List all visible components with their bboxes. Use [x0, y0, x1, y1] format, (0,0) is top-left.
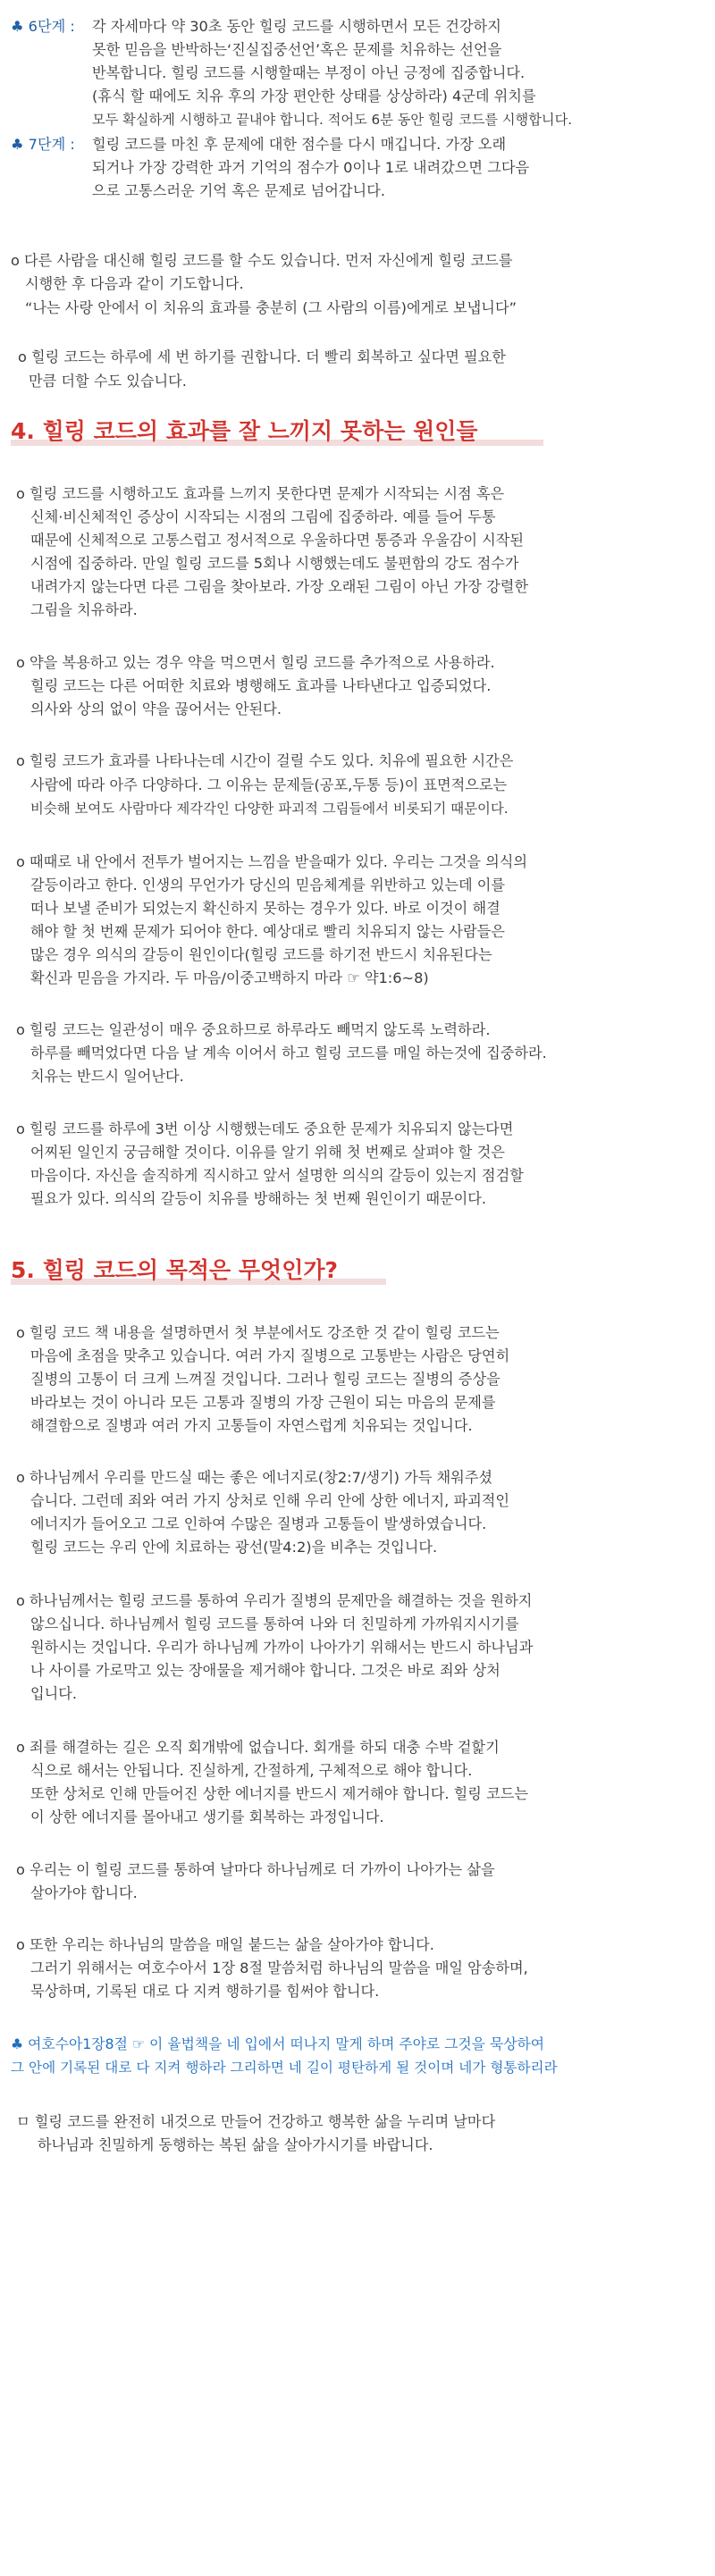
- club-icon: ♣: [11, 18, 29, 35]
- paragraph-line: 식으로 해서는 안됩니다. 진실하게, 간절하게, 구체적으로 해야 합니다.: [30, 1762, 473, 1779]
- paragraph-line: 치유는 반드시 일어난다.: [30, 1068, 184, 1085]
- step-6-line: 반복합니다. 힐링 코드를 시행할때는 부정이 아닌 긍정에 집중합니다.: [92, 64, 526, 81]
- paragraph-line: 그림을 치유하라.: [30, 601, 138, 618]
- paragraph-line: 하루를 빼먹었다면 다음 날 계속 이어서 하고 힐링 코드를 매일 하는것에 집중하라.: [30, 1045, 547, 1061]
- paragraph-line: 입니다.: [30, 1685, 78, 1702]
- step-6-line: 각 자세마다 약 30초 동안 힐링 코드를 시행하면서 모든 건강하지: [92, 18, 501, 35]
- verse-line: 그 안에 기록된 대로 다 지켜 행하라 그리하면 네 길이 평탄하게 될 것이며 네가 형통하리라: [11, 2060, 558, 2076]
- verse-line: ♣ 여호수아1장8절 ☞ 이 율법책을 네 입에서 떠나지 말게 하며 주야로 그것을 묵상하여: [11, 2035, 544, 2052]
- intro-quote: “나는 사랑 안에서 이 치유의 효과를 충분히 (그 사람의 이름)에게로 보냅니다”: [25, 299, 517, 316]
- intro-line: 시행한 후 다음과 같이 기도합니다.: [25, 275, 244, 292]
- paragraph-line: 그러기 위해서는 여호수아서 1장 8절 말씀처럼 하나님의 말씀을 매일 암송하며,: [30, 1959, 528, 1976]
- paragraph-line: o 또한 우리는 하나님의 말씀을 매일 붙드는 삶을 살아가야 합니다.: [16, 1936, 434, 1953]
- intro-line: 만큼 더할 수도 있습니다.: [29, 373, 187, 390]
- step-6-label: ♣ 6단계 :: [11, 18, 75, 35]
- paragraph-line: 많은 경우 의식의 갈등이 원인이다(힐링 코드를 하기전 반드시 치유된다는: [30, 946, 492, 963]
- step-6-line: 못한 믿음을 반박하는‘진실집중선언’혹은 문제를 치유하는 선언을: [92, 41, 502, 58]
- paragraph-line: o 때때로 내 안에서 전투가 벌어지는 느낌을 받을때가 있다. 우리는 그것을 의식의: [16, 853, 528, 870]
- paragraph-line: o 우리는 이 힐링 코드를 통하여 날마다 하나님께로 더 가까이 나아가는 삶을: [16, 1861, 495, 1878]
- paragraph-line: o 약을 복용하고 있는 경우 약을 먹으면서 힐링 코드를 추가적으로 사용하라.: [16, 654, 495, 671]
- paragraph-line: 원하시는 것입니다. 우리가 하나님께 가까이 나아가기 위해서는 반드시 하나님과: [30, 1639, 534, 1656]
- paragraph-line: 어찌된 일인지 궁금해할 것이다. 이유를 알기 위해 첫 번째로 살펴야 할 것은: [30, 1144, 505, 1161]
- paragraph-line: 해야 할 첫 번째 문제가 되어야 한다. 예상대로 빨리 치유되지 않는 사람들은: [30, 923, 505, 940]
- paragraph-line: 습니다. 그런데 죄와 여러 가지 상처로 인해 우리 안에 상한 에너지, 파괴적인: [30, 1492, 510, 1509]
- paragraph-line: 신체·비신체적인 증상이 시작되는 시점의 그림에 집중하라. 예를 들어 두통: [30, 508, 496, 525]
- intro-line: o 힐링 코드는 하루에 세 번 하기를 권합니다. 더 빨리 회복하고 싶다면 필요한: [18, 348, 506, 365]
- paragraph-line: 않으십니다. 하나님께서 힐링 코드를 통하여 나와 더 친밀하게 가까워지시기를: [30, 1615, 519, 1632]
- paragraph-line: 에너지가 들어오고 그로 인하여 수많은 질병과 고통들이 발생하였습니다.: [30, 1515, 487, 1532]
- paragraph-line: 때문에 신체적으로 고통스럽고 정서적으로 우울하다면 통증과 우울감이 시작된: [30, 532, 525, 549]
- step-6-line: 모두 확실하게 시행하고 끝내야 합니다. 적어도 6분 동안 힐링 코드를 시행합니다.: [92, 112, 573, 128]
- paragraph-line: 떠나 보낼 준비가 되었는지 확신하지 못하는 경우가 있다. 바로 이것이 해결: [30, 900, 500, 917]
- paragraph-line: 이 상한 에너지를 몰아내고 생기를 회복하는 과정입니다.: [30, 1808, 384, 1825]
- paragraph-line: 바라보는 것이 아니라 모든 고통과 질병의 가장 근원이 되는 마음의 문제를: [30, 1394, 496, 1411]
- paragraph-line: 비슷해 보여도 사람마다 제각각인 다양한 파괴적 그림들에서 비롯되기 때문이다.: [30, 801, 509, 817]
- paragraph-line: o 힐링 코드를 시행하고도 효과를 느끼지 못한다면 문제가 시작되는 시점 혹은: [16, 485, 505, 502]
- closing-line: 하나님과 친밀하게 동행하는 복된 삶을 살아가시기를 바랍니다.: [38, 2136, 433, 2153]
- club-icon: ♣: [11, 136, 29, 153]
- paragraph-line: 나 사이를 가로막고 있는 장애물을 제거해야 합니다. 그것은 바로 죄와 상처: [30, 1662, 500, 1679]
- paragraph-line: 의사와 상의 없이 약을 끊어서는 안된다.: [30, 701, 282, 717]
- step-7-label: ♣ 7단계 :: [11, 136, 75, 153]
- paragraph-line: o 하나님께서 우리를 만드실 때는 좋은 에너지로(창2:7/생기) 가득 채워주셨: [16, 1469, 493, 1486]
- paragraph-line: 확신과 믿음을 가지라. 두 마음/이중고백하지 마라 ☞ 약1:6~8): [30, 969, 429, 986]
- paragraph-line: 질병의 고통이 더 크게 느껴질 것입니다. 그러나 힐링 코드는 질병의 증상을: [30, 1371, 500, 1388]
- paragraph-line: 해결함으로 질병과 여러 가지 고통들이 자연스럽게 치유되는 것입니다.: [30, 1417, 473, 1434]
- paragraph-line: 마음이다. 자신을 솔직하게 직시하고 앞서 설명한 의식의 갈등이 있는지 점검할: [30, 1167, 524, 1184]
- paragraph-line: 시점에 집중하라. 만일 힐링 코드를 5회나 시행했는데도 불편함의 강도 점수가: [30, 555, 519, 572]
- intro-line: o 다른 사람을 대신해 힐링 코드를 할 수도 있습니다. 먼저 자신에게 힐링 코드를: [11, 252, 513, 269]
- paragraph-line: o 힐링 코드가 효과를 나타나는데 시간이 걸릴 수도 있다. 치유에 필요한 시간은: [16, 752, 514, 769]
- section-5-heading: 5. 힐링 코드의 목적은 무엇인가?: [11, 1257, 339, 1283]
- step-6-line: (휴식 할 때에도 치유 후의 가장 편안한 상태를 상상하라) 4군데 위치를: [92, 88, 536, 105]
- paragraph-line: o 힐링 코드를 하루에 3번 이상 시행했는데도 중요한 문제가 치유되지 않는다면: [16, 1120, 514, 1137]
- paragraph-line: 묵상하며, 기록된 대로 다 지켜 행하기를 힘써야 합니다.: [30, 1983, 380, 2000]
- paragraph-line: o 힐링 코드 책 내용을 설명하면서 첫 부분에서도 강조한 것 같이 힐링 코드는: [16, 1324, 500, 1341]
- paragraph-line: 내려가지 않는다면 다른 그림을 찾아보라. 가장 오래된 그림이 아닌 가장 강렬한: [30, 578, 528, 595]
- paragraph-line: o 죄를 해결하는 길은 오직 회개밖에 없습니다. 회개를 하되 대충 수박 겉핥기: [16, 1739, 500, 1756]
- step-7-line: 힐링 코드를 마친 후 문제에 대한 점수를 다시 매깁니다. 가장 오래: [92, 136, 507, 153]
- step-7-line: 으로 고통스러운 기억 혹은 문제로 넘어갑니다.: [92, 182, 385, 199]
- paragraph-line: 또한 상처로 인해 만들어진 상한 에너지를 반드시 제거해야 합니다. 힐링 코드는: [30, 1785, 528, 1802]
- paragraph-line: 갈등이라고 한다. 인생의 무언가가 당신의 믿음체계를 위반하고 있는데 이를: [30, 877, 506, 894]
- paragraph-line: o 하나님께서는 힐링 코드를 통하여 우리가 질병의 문제만을 해결하는 것을 원하지: [16, 1592, 533, 1609]
- paragraph-line: o 힐링 코드는 일관성이 매우 중요하므로 하루라도 빼먹지 않도록 노력하라.: [16, 1021, 491, 1038]
- paragraph-line: 힐링 코드는 다른 어떠한 치료와 병행해도 효과를 나타낸다고 입증되었다.: [30, 677, 492, 694]
- paragraph-line: 필요가 있다. 의식의 갈등이 치유를 방해하는 첫 번째 원인이기 때문이다.: [30, 1190, 487, 1207]
- section-4-heading: 4. 힐링 코드의 효과를 잘 느끼지 못하는 원인들: [11, 418, 478, 444]
- paragraph-line: 마음에 초점을 맞추고 있습니다. 여러 가지 질병으로 고통받는 사람은 당연히: [30, 1347, 510, 1364]
- paragraph-line: 살아가야 합니다.: [30, 1884, 138, 1901]
- step-7-line: 되거나 가장 강력한 과거 기억의 점수가 0이나 1로 내려갔으면 그다음: [92, 159, 530, 176]
- paragraph-line: 사람에 따라 아주 다양하다. 그 이유는 문제들(공포,두통 등)이 표면적으로는: [30, 776, 508, 793]
- paragraph-line: 힐링 코드는 우리 안에 치료하는 광선(말4:2)을 비추는 것입니다.: [30, 1539, 438, 1556]
- closing-line: ㅁ 힐링 코드를 완전히 내것으로 만들어 건강하고 행복한 삶을 누리며 날마다: [16, 2113, 496, 2130]
